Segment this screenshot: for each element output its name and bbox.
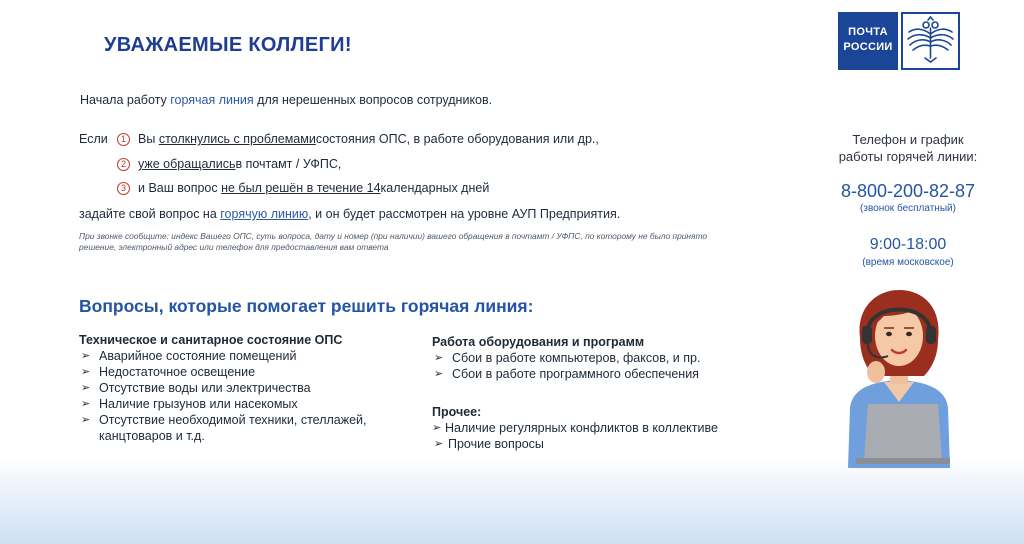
hours-note: (время московское) [862, 257, 954, 268]
hotline-phone: 8-800-200-82-87 [840, 181, 976, 201]
phone-note: (звонок бесплатный) [860, 203, 956, 214]
questions-left-column [79, 332, 409, 444]
number-circle-icon: 1 [117, 133, 130, 146]
list-item: ➢ Отсутствие необходимой техники, стеллажей, канцтоваров и т.д. [79, 412, 409, 444]
eagle-emblem-icon [901, 12, 960, 70]
list-item: ➢ Прочие вопросы [432, 436, 792, 452]
questions-title: Вопросы, которые помогает решить горячая линия: [79, 296, 534, 316]
right-heading: Работа оборудования и программ [432, 335, 645, 349]
condition-1: Если 1 Вы столкнулись с проблемами состояния ОПС, в работе оборудования или др., [79, 132, 599, 146]
call-instructions-note: При звонке сообщите: индекс Вашего ОПС, суть вопроса, дату и номер (при наличии) вашего обращения в почтамт / УФПС, по которому не было принято решение, электронный адрес или телефон для предоставления вам ответа [79, 231, 708, 252]
list-item: ➢ Отсутствие воды или электричества [79, 380, 409, 396]
operator-illustration [838, 286, 960, 468]
other-list [432, 420, 792, 436]
condition-3: 3 и Ваш вопрос не был решён в течение 14 календарных дней [117, 181, 489, 195]
list-item: ➢ Сбои в работе программного обеспечения [432, 366, 792, 382]
if-label: Если [79, 132, 108, 146]
right-list [432, 350, 792, 382]
contact-caption: Телефон и график работы горячей линии: [838, 132, 978, 164]
list-item: ➢ Сбои в работе компьютеров, факсов, и пр. [432, 350, 792, 366]
logo-wordmark: ПОЧТА РОССИИ [838, 12, 898, 70]
left-heading: Техническое и санитарное состояние ОПС [79, 333, 343, 347]
list-item: ➢ Наличие грызунов или насекомых [79, 396, 409, 412]
page-title: УВАЖАЕМЫЕ КОЛЛЕГИ! [104, 34, 352, 56]
hotline-link: горячую линию [220, 207, 309, 221]
left-list [79, 348, 409, 444]
number-circle-icon: 3 [117, 182, 130, 195]
list-item: ➢ Аварийное состояние помещений [79, 348, 409, 364]
working-hours: 9:00-18:00 [869, 236, 947, 253]
questions-right-column [432, 334, 792, 452]
other-heading: Прочее: [432, 405, 482, 419]
number-circle-icon: 2 [117, 158, 130, 171]
ask-paragraph: задайте свой вопрос на горячую линию, и он будет рассмотрен на уровне АУП Предприятия. [79, 207, 621, 221]
russian-post-logo [838, 12, 960, 70]
list-item: ➢ Недостаточное освещение [79, 364, 409, 380]
intro-paragraph: Начала работу горячая линия для нерешенных вопросов сотрудников. [80, 93, 493, 107]
list-item: ➢ Наличие регулярных конфликтов в коллективе [432, 420, 792, 436]
other-list-2 [432, 436, 792, 452]
condition-2: 2 уже обращались в почтамт / УФПС, [117, 157, 341, 171]
hotline-highlight: горячая линия [170, 93, 254, 107]
